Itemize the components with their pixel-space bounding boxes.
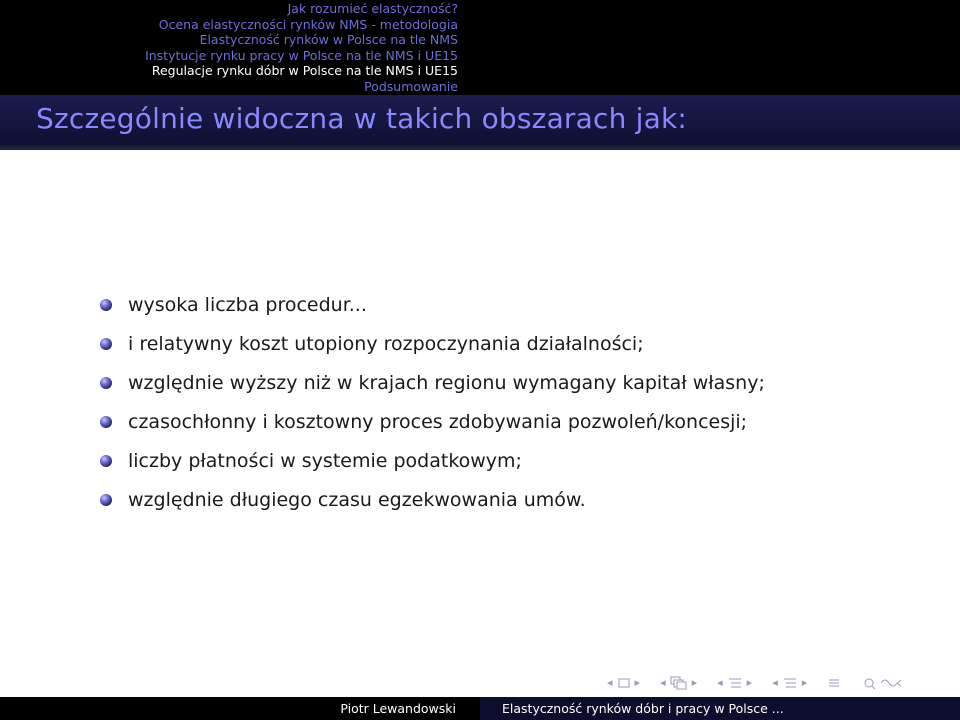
- search-icon[interactable]: [861, 675, 907, 691]
- bullet-item: [100, 441, 765, 480]
- bullet-ball-icon: [100, 494, 112, 506]
- bullet-text: i relatywny koszt utopiony rozpoczynania działalności;: [128, 332, 644, 355]
- bullet-item: [100, 285, 765, 324]
- next-subsection-icon[interactable]: ▸: [691, 676, 698, 689]
- prev-slide-icon[interactable]: ◂: [772, 676, 778, 689]
- bullet-text: względnie wyższy niż w krajach regionu wymagany kapitał własny;: [128, 371, 765, 394]
- frame-title: Szczególnie widoczna w takich obszarach jak:: [36, 102, 688, 135]
- frame-icon[interactable]: [617, 677, 631, 689]
- bullet-item: [100, 363, 765, 402]
- subsection-icon[interactable]: [670, 676, 688, 690]
- bullet-text: liczby płatności w systemie podatkowym;: [128, 449, 522, 472]
- section-list: [0, 0, 480, 95]
- bullet-ball-icon: [100, 377, 112, 389]
- bullet-text: czasochłonny i kosztowny proces zdobywania pozwoleń/koncesji;: [128, 410, 748, 433]
- prev-subsection-icon[interactable]: ◂: [660, 676, 666, 689]
- prev-section-icon[interactable]: ◂: [717, 676, 723, 689]
- nav-section-6[interactable]: Podsumowanie: [364, 78, 458, 94]
- bullet-text: wysoka liczba procedur...: [128, 293, 367, 316]
- bullet-item: [100, 324, 765, 363]
- section-navigation-header: [0, 0, 960, 95]
- header-right-panel: [480, 0, 960, 95]
- footer: [0, 697, 960, 720]
- footer-author: Piotr Lewandowski: [0, 697, 480, 720]
- bullet-ball-icon: [100, 299, 112, 311]
- footer-title: Elastyczność rynków dóbr i pracy w Polsce ...: [480, 697, 960, 720]
- bullet-list: [100, 285, 765, 519]
- bullet-text: względnie długiego czasu egzekwowania umów.: [128, 488, 586, 511]
- bullet-ball-icon: [100, 338, 112, 350]
- next-section-icon[interactable]: ▸: [746, 676, 753, 689]
- slide-icon[interactable]: [782, 676, 798, 690]
- nav-section-4[interactable]: Instytucje rynku pracy w Polsce na tle NMS i UE15: [145, 47, 458, 63]
- bullet-ball-icon: [100, 416, 112, 428]
- align-icon[interactable]: [827, 676, 841, 690]
- next-frame-icon[interactable]: ▸: [634, 676, 641, 689]
- section-icon[interactable]: [727, 676, 743, 690]
- nav-section-1[interactable]: Jak rozumieć elastyczność?: [287, 1, 458, 16]
- prev-frame-icon[interactable]: ◂: [607, 676, 613, 689]
- nav-section-5-active[interactable]: Regulacje rynku dóbr w Polsce na tle NMS i UE15: [151, 63, 458, 79]
- frame-title-bar: [0, 95, 960, 150]
- bullet-ball-icon: [100, 455, 112, 467]
- nav-section-2[interactable]: Ocena elastyczności rynków NMS - metodologia: [158, 16, 458, 32]
- next-slide-icon[interactable]: ▸: [801, 676, 808, 689]
- navigation-symbols: [607, 674, 907, 692]
- nav-section-3[interactable]: Elastyczność rynków w Polsce na tle NMS: [199, 32, 458, 48]
- bullet-item: [100, 480, 765, 519]
- bullet-item: [100, 402, 765, 441]
